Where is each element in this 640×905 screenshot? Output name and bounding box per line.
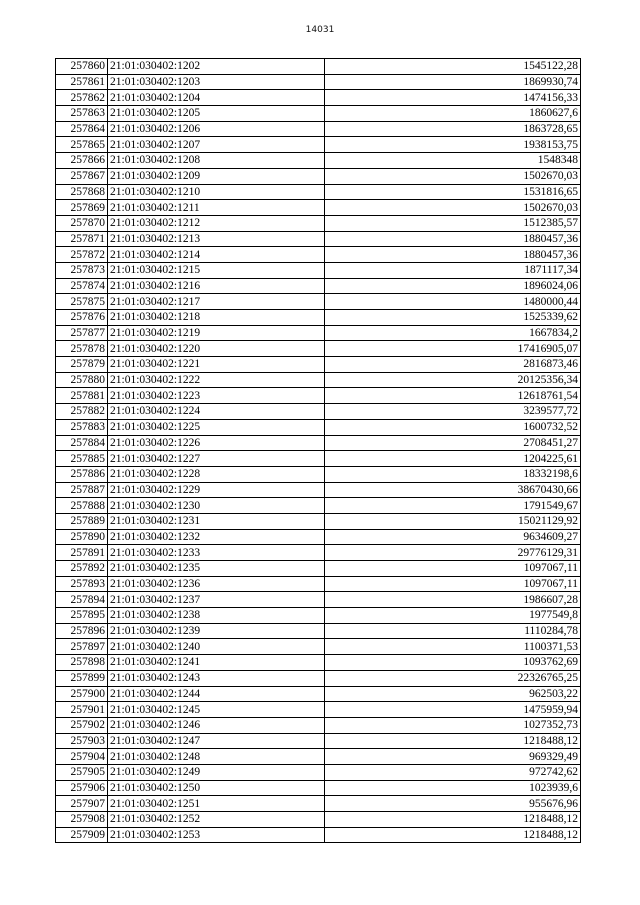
cadastral-value-cell: 969329,49 [325, 749, 581, 765]
table-row [56, 451, 581, 467]
table-row [56, 482, 581, 498]
row-id-cell: 257866 [56, 153, 108, 169]
cadastral-value-cell: 1667834,2 [325, 325, 581, 341]
cadastral-value-cell: 2708451,27 [325, 435, 581, 451]
cadastral-number-cell: 21:01:030402:1223 [108, 388, 325, 404]
cadastral-value-cell: 1860627,6 [325, 106, 581, 122]
cadastral-value-cell: 20125356,34 [325, 372, 581, 388]
table-row [56, 137, 581, 153]
table-body [56, 59, 581, 843]
row-id-cell: 257901 [56, 702, 108, 718]
cadastral-number-cell: 21:01:030402:1207 [108, 137, 325, 153]
cadastral-value-cell: 15021129,92 [325, 513, 581, 529]
cadastral-number-cell: 21:01:030402:1221 [108, 357, 325, 373]
table-row [56, 231, 581, 247]
cadastral-number-cell: 21:01:030402:1206 [108, 121, 325, 137]
row-id-cell: 257868 [56, 184, 108, 200]
cadastral-value-cell: 1880457,36 [325, 247, 581, 263]
row-id-cell: 257895 [56, 608, 108, 624]
cadastral-number-cell: 21:01:030402:1246 [108, 717, 325, 733]
row-id-cell: 257874 [56, 278, 108, 294]
cadastral-value-table [55, 58, 581, 843]
row-id-cell: 257869 [56, 200, 108, 216]
table-row [56, 670, 581, 686]
cadastral-value-cell: 1474156,33 [325, 90, 581, 106]
cadastral-number-cell: 21:01:030402:1250 [108, 780, 325, 796]
cadastral-value-cell: 1512385,57 [325, 215, 581, 231]
row-id-cell: 257905 [56, 764, 108, 780]
cadastral-number-cell: 21:01:030402:1228 [108, 466, 325, 482]
cadastral-value-cell: 1218488,12 [325, 733, 581, 749]
cadastral-value-cell: 972742,62 [325, 764, 581, 780]
cadastral-value-cell: 1880457,36 [325, 231, 581, 247]
cadastral-number-cell: 21:01:030402:1249 [108, 764, 325, 780]
table-row [56, 106, 581, 122]
cadastral-value-cell: 3239577,72 [325, 404, 581, 420]
cadastral-value-cell: 1097067,11 [325, 576, 581, 592]
cadastral-value-cell: 12618761,54 [325, 388, 581, 404]
cadastral-number-cell: 21:01:030402:1230 [108, 498, 325, 514]
table-row [56, 121, 581, 137]
table-row [56, 796, 581, 812]
row-id-cell: 257886 [56, 466, 108, 482]
cadastral-value-cell: 1100371,53 [325, 639, 581, 655]
row-id-cell: 257865 [56, 137, 108, 153]
table-row [56, 419, 581, 435]
row-id-cell: 257892 [56, 561, 108, 577]
cadastral-number-cell: 21:01:030402:1211 [108, 200, 325, 216]
table-row [56, 184, 581, 200]
row-id-cell: 257904 [56, 749, 108, 765]
cadastral-number-cell: 21:01:030402:1220 [108, 341, 325, 357]
cadastral-value-cell: 1545122,28 [325, 59, 581, 75]
cadastral-value-cell: 1023939,6 [325, 780, 581, 796]
table-row [56, 717, 581, 733]
row-id-cell: 257880 [56, 372, 108, 388]
cadastral-number-cell: 21:01:030402:1217 [108, 294, 325, 310]
table-row [56, 780, 581, 796]
cadastral-number-cell: 21:01:030402:1232 [108, 529, 325, 545]
cadastral-number-cell: 21:01:030402:1238 [108, 608, 325, 624]
cadastral-value-cell: 1525339,62 [325, 310, 581, 326]
row-id-cell: 257891 [56, 545, 108, 561]
cadastral-value-cell: 1027352,73 [325, 717, 581, 733]
cadastral-number-cell: 21:01:030402:1237 [108, 592, 325, 608]
table-row [56, 388, 581, 404]
cadastral-number-cell: 21:01:030402:1205 [108, 106, 325, 122]
cadastral-value-cell: 1869930,74 [325, 74, 581, 90]
row-id-cell: 257906 [56, 780, 108, 796]
row-id-cell: 257889 [56, 513, 108, 529]
table-row [56, 215, 581, 231]
row-id-cell: 257902 [56, 717, 108, 733]
table-row [56, 561, 581, 577]
row-id-cell: 257872 [56, 247, 108, 263]
cadastral-number-cell: 21:01:030402:1222 [108, 372, 325, 388]
table-row [56, 827, 581, 843]
cadastral-number-cell: 21:01:030402:1216 [108, 278, 325, 294]
table-row [56, 812, 581, 828]
row-id-cell: 257883 [56, 419, 108, 435]
table-row [56, 686, 581, 702]
row-id-cell: 257908 [56, 812, 108, 828]
row-id-cell: 257909 [56, 827, 108, 843]
row-id-cell: 257879 [56, 357, 108, 373]
row-id-cell: 257864 [56, 121, 108, 137]
cadastral-number-cell: 21:01:030402:1231 [108, 513, 325, 529]
cadastral-value-cell: 1475959,94 [325, 702, 581, 718]
table-row [56, 498, 581, 514]
cadastral-number-cell: 21:01:030402:1251 [108, 796, 325, 812]
table-row [56, 325, 581, 341]
table-row [56, 74, 581, 90]
table-row [56, 247, 581, 263]
cadastral-value-cell: 22326765,25 [325, 670, 581, 686]
cadastral-number-cell: 21:01:030402:1227 [108, 451, 325, 467]
cadastral-value-cell: 1600732,52 [325, 419, 581, 435]
cadastral-number-cell: 21:01:030402:1208 [108, 153, 325, 169]
row-id-cell: 257867 [56, 168, 108, 184]
cadastral-value-cell: 1863728,65 [325, 121, 581, 137]
cadastral-value-cell: 1871117,34 [325, 262, 581, 278]
row-id-cell: 257898 [56, 655, 108, 671]
cadastral-number-cell: 21:01:030402:1202 [108, 59, 325, 75]
cadastral-number-cell: 21:01:030402:1252 [108, 812, 325, 828]
cadastral-number-cell: 21:01:030402:1218 [108, 310, 325, 326]
row-id-cell: 257900 [56, 686, 108, 702]
cadastral-number-cell: 21:01:030402:1241 [108, 655, 325, 671]
table-row [56, 749, 581, 765]
cadastral-value-cell: 1791549,67 [325, 498, 581, 514]
table-row [56, 764, 581, 780]
table-row [56, 404, 581, 420]
cadastral-value-cell: 1977549,8 [325, 608, 581, 624]
cadastral-number-cell: 21:01:030402:1229 [108, 482, 325, 498]
cadastral-number-cell: 21:01:030402:1253 [108, 827, 325, 843]
row-id-cell: 257893 [56, 576, 108, 592]
cadastral-number-cell: 21:01:030402:1244 [108, 686, 325, 702]
row-id-cell: 257876 [56, 310, 108, 326]
cadastral-number-cell: 21:01:030402:1225 [108, 419, 325, 435]
cadastral-value-cell: 1938153,75 [325, 137, 581, 153]
cadastral-value-cell: 1502670,03 [325, 168, 581, 184]
row-id-cell: 257887 [56, 482, 108, 498]
cadastral-number-cell: 21:01:030402:1219 [108, 325, 325, 341]
cadastral-value-cell: 962503,22 [325, 686, 581, 702]
table-row [56, 153, 581, 169]
cadastral-number-cell: 21:01:030402:1204 [108, 90, 325, 106]
row-id-cell: 257871 [56, 231, 108, 247]
row-id-cell: 257877 [56, 325, 108, 341]
table-row [56, 59, 581, 75]
table-row [56, 545, 581, 561]
row-id-cell: 257861 [56, 74, 108, 90]
table-row [56, 733, 581, 749]
cadastral-value-cell: 1986607,28 [325, 592, 581, 608]
cadastral-value-cell: 1502670,03 [325, 200, 581, 216]
cadastral-number-cell: 21:01:030402:1212 [108, 215, 325, 231]
table-row [56, 576, 581, 592]
cadastral-number-cell: 21:01:030402:1224 [108, 404, 325, 420]
cadastral-number-cell: 21:01:030402:1235 [108, 561, 325, 577]
cadastral-value-cell: 1093762,69 [325, 655, 581, 671]
row-id-cell: 257862 [56, 90, 108, 106]
page-number: 14031 [305, 25, 335, 35]
table-row [56, 655, 581, 671]
cadastral-number-cell: 21:01:030402:1215 [108, 262, 325, 278]
row-id-cell: 257870 [56, 215, 108, 231]
cadastral-number-cell: 21:01:030402:1213 [108, 231, 325, 247]
table-row [56, 466, 581, 482]
cadastral-value-cell: 1480000,44 [325, 294, 581, 310]
cadastral-number-cell: 21:01:030402:1239 [108, 623, 325, 639]
cadastral-value-cell: 1896024,06 [325, 278, 581, 294]
cadastral-number-cell: 21:01:030402:1245 [108, 702, 325, 718]
table-row [56, 702, 581, 718]
cadastral-value-cell: 955676,96 [325, 796, 581, 812]
cadastral-value-cell: 9634609,27 [325, 529, 581, 545]
table-row [56, 294, 581, 310]
cadastral-number-cell: 21:01:030402:1210 [108, 184, 325, 200]
row-id-cell: 257890 [56, 529, 108, 545]
cadastral-value-cell: 1097067,11 [325, 561, 581, 577]
table-row [56, 623, 581, 639]
cadastral-value-cell: 38670430,66 [325, 482, 581, 498]
row-id-cell: 257897 [56, 639, 108, 655]
cadastral-number-cell: 21:01:030402:1248 [108, 749, 325, 765]
row-id-cell: 257882 [56, 404, 108, 420]
row-id-cell: 257903 [56, 733, 108, 749]
cadastral-number-cell: 21:01:030402:1233 [108, 545, 325, 561]
table-row [56, 200, 581, 216]
table-row [56, 90, 581, 106]
table-row [56, 262, 581, 278]
cadastral-number-cell: 21:01:030402:1247 [108, 733, 325, 749]
table-row [56, 310, 581, 326]
table-row [56, 168, 581, 184]
table-row [56, 529, 581, 545]
cadastral-value-cell: 1110284,78 [325, 623, 581, 639]
cadastral-value-cell: 2816873,46 [325, 357, 581, 373]
row-id-cell: 257863 [56, 106, 108, 122]
cadastral-value-cell: 1548348 [325, 153, 581, 169]
row-id-cell: 257894 [56, 592, 108, 608]
cadastral-number-cell: 21:01:030402:1226 [108, 435, 325, 451]
cadastral-number-cell: 21:01:030402:1236 [108, 576, 325, 592]
row-id-cell: 257873 [56, 262, 108, 278]
table-row [56, 592, 581, 608]
table-row [56, 357, 581, 373]
row-id-cell: 257885 [56, 451, 108, 467]
cadastral-value-cell: 1531816,65 [325, 184, 581, 200]
table-row [56, 435, 581, 451]
cadastral-value-cell: 1218488,12 [325, 827, 581, 843]
row-id-cell: 257888 [56, 498, 108, 514]
cadastral-number-cell: 21:01:030402:1203 [108, 74, 325, 90]
table-row [56, 372, 581, 388]
cadastral-number-cell: 21:01:030402:1240 [108, 639, 325, 655]
row-id-cell: 257878 [56, 341, 108, 357]
cadastral-value-cell: 1218488,12 [325, 812, 581, 828]
row-id-cell: 257896 [56, 623, 108, 639]
row-id-cell: 257881 [56, 388, 108, 404]
cadastral-value-cell: 18332198,6 [325, 466, 581, 482]
table-row [56, 608, 581, 624]
cadastral-number-cell: 21:01:030402:1243 [108, 670, 325, 686]
table-row [56, 639, 581, 655]
cadastral-value-cell: 17416905,07 [325, 341, 581, 357]
row-id-cell: 257899 [56, 670, 108, 686]
table-row [56, 278, 581, 294]
row-id-cell: 257875 [56, 294, 108, 310]
cadastral-number-cell: 21:01:030402:1209 [108, 168, 325, 184]
cadastral-number-cell: 21:01:030402:1214 [108, 247, 325, 263]
cadastral-value-cell: 1204225,61 [325, 451, 581, 467]
row-id-cell: 257907 [56, 796, 108, 812]
table-row [56, 513, 581, 529]
table-row [56, 341, 581, 357]
cadastral-value-cell: 29776129,31 [325, 545, 581, 561]
row-id-cell: 257860 [56, 59, 108, 75]
row-id-cell: 257884 [56, 435, 108, 451]
